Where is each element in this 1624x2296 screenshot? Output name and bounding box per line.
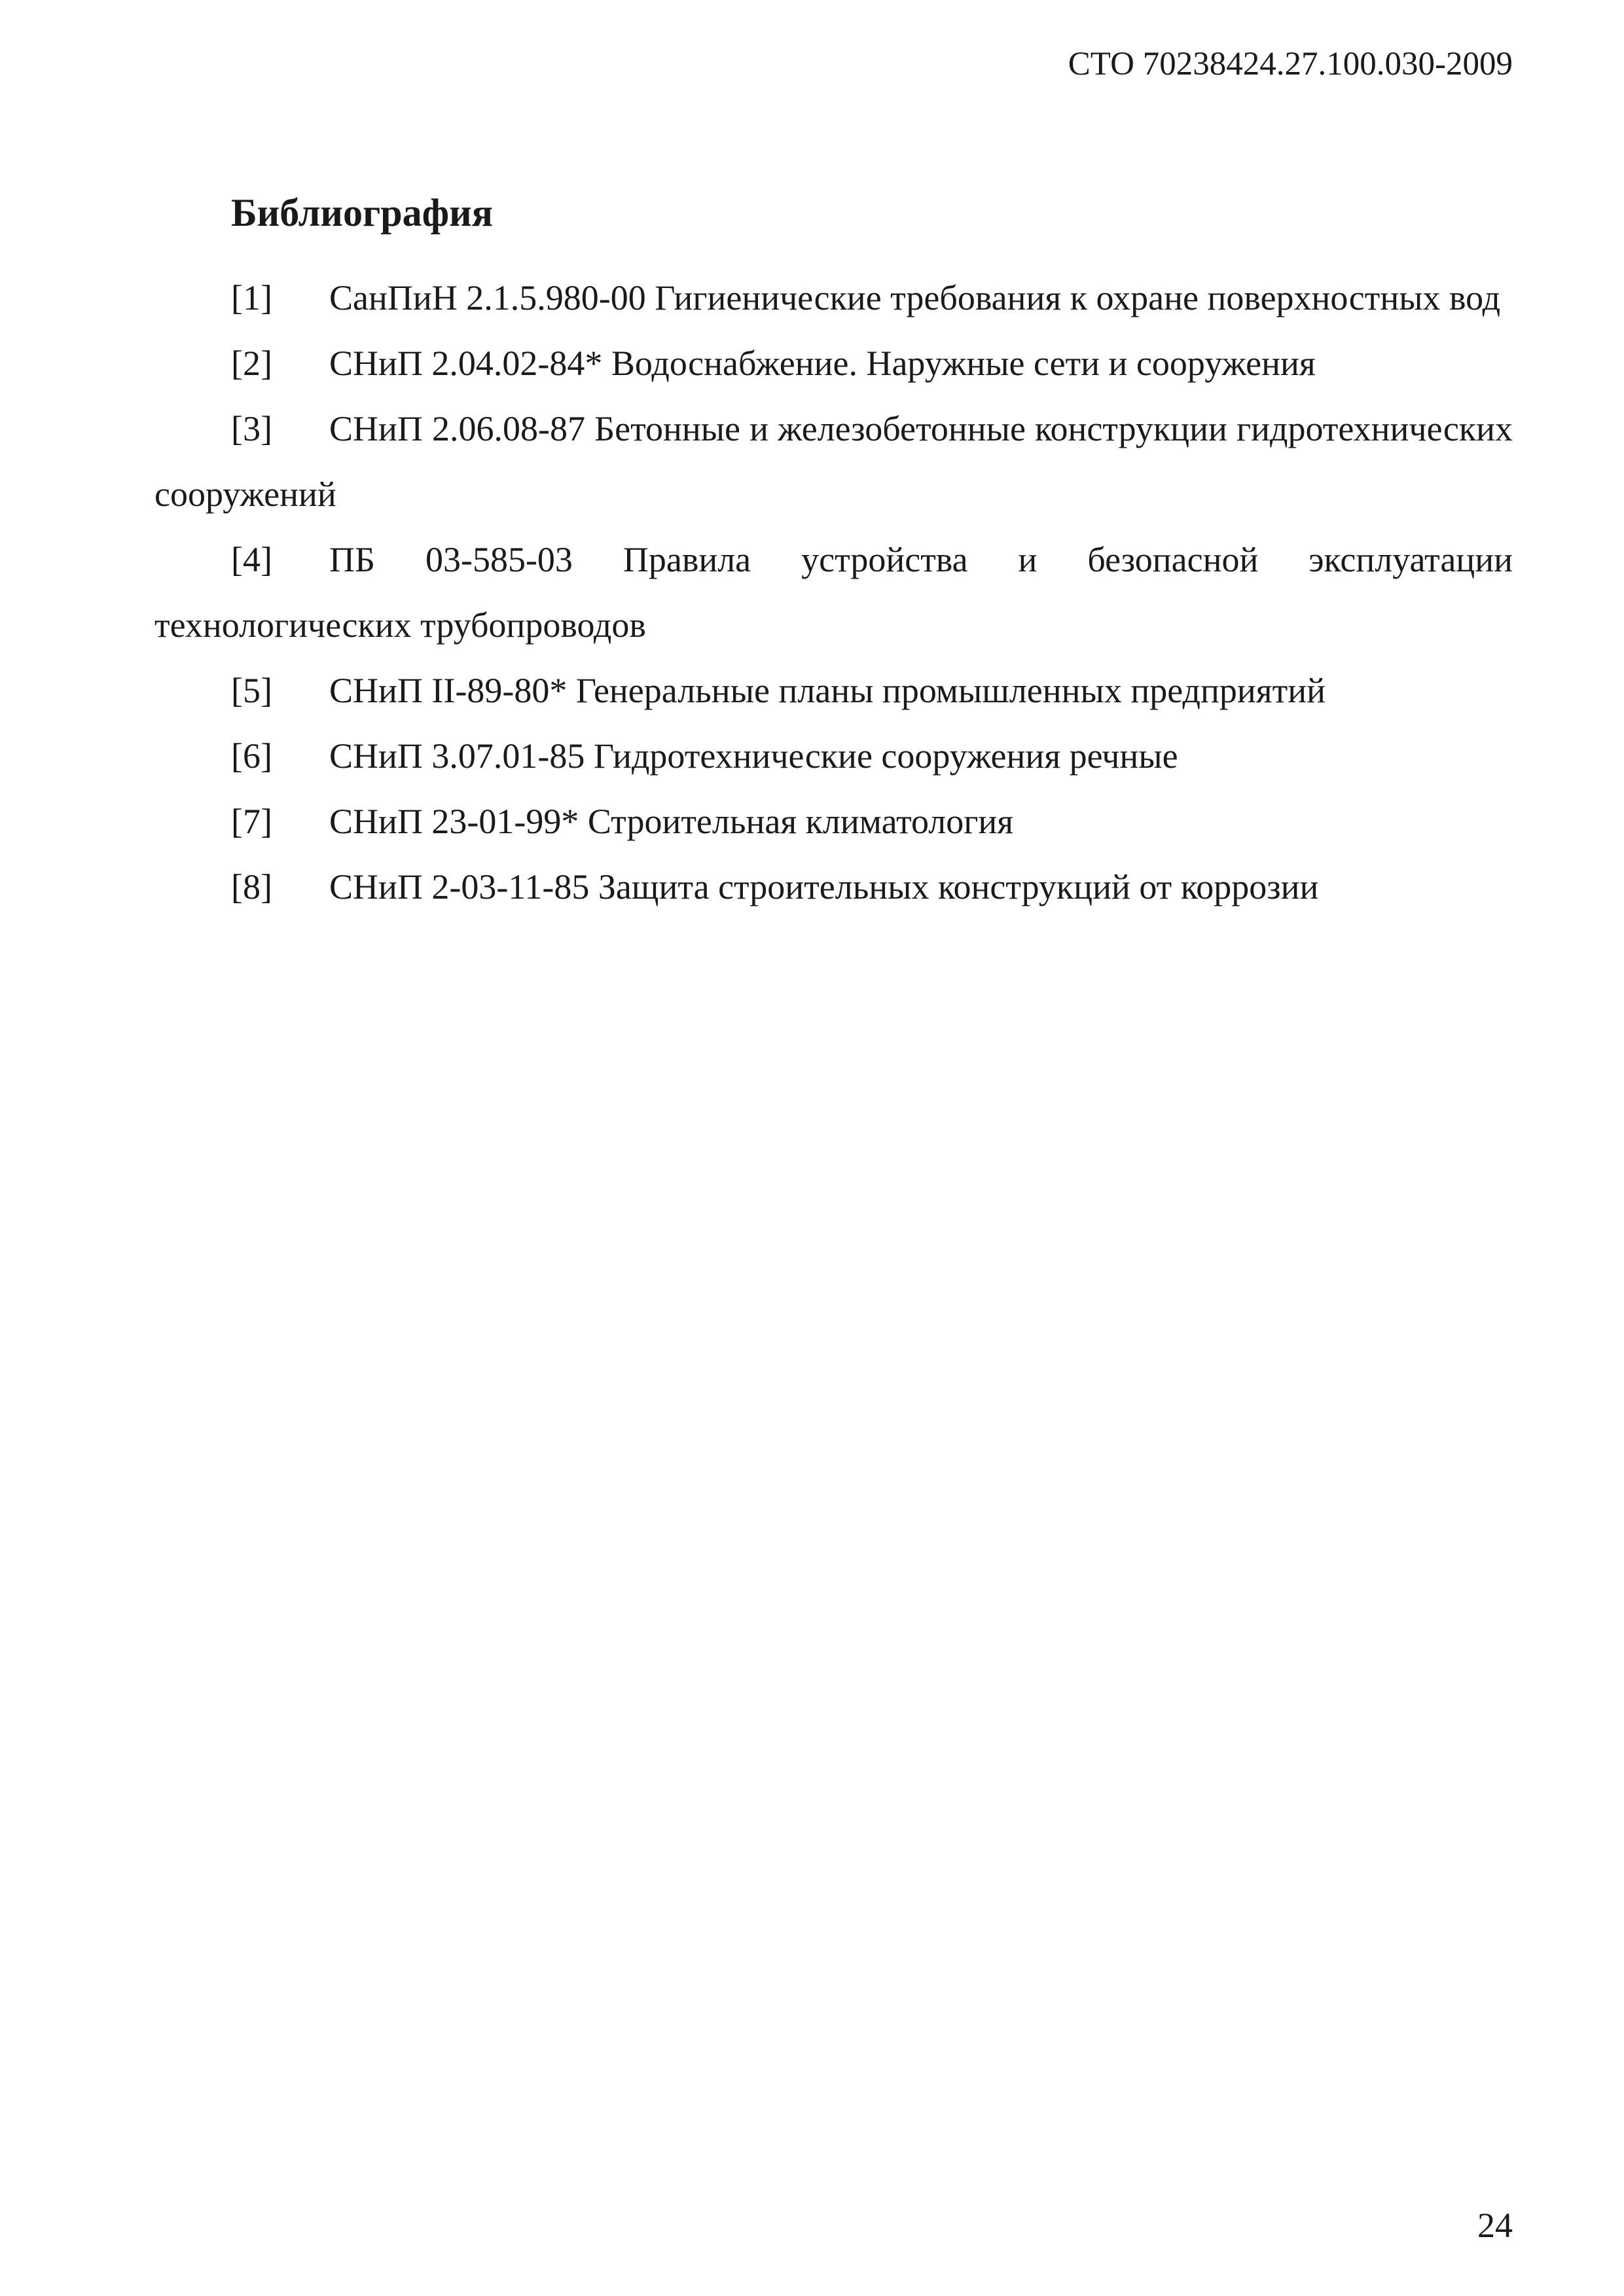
bibliography-text: ПБ 03-585-03 Правила устройства и безопасной эксплуатации технологических трубопроводов <box>154 540 1513 645</box>
bibliography-item-7 <box>154 789 1513 854</box>
bibliography-item-4 <box>154 527 1513 658</box>
bibliography-text: СНиП 2-03-11-85 Защита строительных конструкций от коррозии <box>329 867 1319 906</box>
bibliography-entry <box>154 331 1513 396</box>
bibliography-number: [8] <box>231 867 272 906</box>
bibliography-list <box>154 265 1513 920</box>
bibliography-item-5 <box>154 658 1513 723</box>
bibliography-text: СНиП II-89-80* Генеральные планы промышленных предприятий <box>329 671 1326 710</box>
bibliography-entry <box>154 854 1513 920</box>
bibliography-text: СанПиН 2.1.5.980-00 Гигиенические требования к охране поверхностных вод <box>329 278 1501 317</box>
bibliography-entry <box>154 789 1513 854</box>
bibliography-number: [5] <box>231 671 272 710</box>
bibliography-number: [7] <box>231 802 272 841</box>
bibliography-entry <box>154 527 1513 658</box>
section-title: Библиография <box>231 191 494 234</box>
bibliography-item-2 <box>154 331 1513 396</box>
bibliography-entry <box>154 265 1513 331</box>
bibliography-text: СНиП 3.07.01-85 Гидротехнические сооружения речные <box>329 736 1178 776</box>
bibliography-number: [3] <box>231 409 272 448</box>
bibliography-entry <box>154 658 1513 723</box>
bibliography-text: СНиП 2.06.08-87 Бетонные и железобетонные конструкции гидротехнических сооружений <box>154 409 1513 514</box>
bibliography-number: [1] <box>231 278 272 317</box>
bibliography-number: [2] <box>231 344 272 383</box>
bibliography-number: [6] <box>231 736 272 776</box>
bibliography-item-3 <box>154 396 1513 527</box>
bibliography-entry <box>154 396 1513 527</box>
bibliography-text: СНиП 23-01-99* Строительная климатология <box>329 802 1014 841</box>
bibliography-number: [4] <box>231 540 272 579</box>
bibliography-text: СНиП 2.04.02-84* Водоснабжение. Наружные сети и сооружения <box>329 344 1316 383</box>
document-code: СТО 70238424.27.100.030-2009 <box>1068 46 1513 82</box>
bibliography-item-8 <box>154 854 1513 920</box>
page-number: 24 <box>1477 2206 1513 2245</box>
bibliography-item-1 <box>154 265 1513 331</box>
bibliography-entry <box>154 723 1513 789</box>
bibliography-item-6 <box>154 723 1513 789</box>
